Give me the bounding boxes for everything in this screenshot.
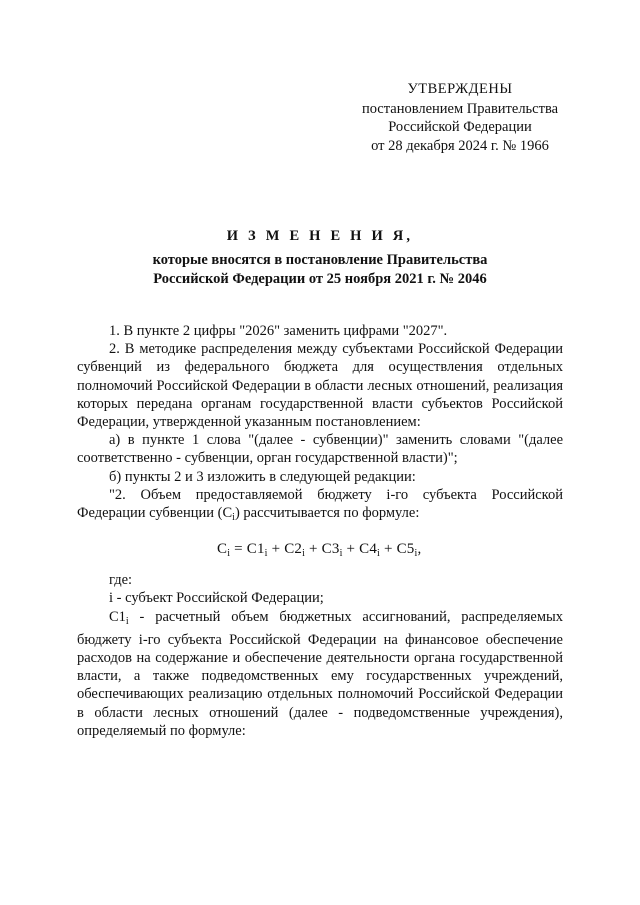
formula-sub-5: i bbox=[414, 548, 418, 560]
subtitle-line-1: которые вносятся в постановление Правительства bbox=[152, 252, 488, 268]
formula-term-1: = C1 bbox=[230, 541, 265, 558]
formula-term-3: + C3 bbox=[305, 541, 340, 558]
formula-c: C bbox=[217, 541, 228, 558]
formula-term-4: + C4 bbox=[342, 541, 378, 558]
formula-block bbox=[77, 527, 563, 571]
formula-sub-0: i bbox=[227, 548, 231, 560]
paragraph-2: 2. В методике распределения между субъектами Российской Федерации субвенций из федерального бюджета для осуществления отдельных полномочий Российской Федерации в области лесных отношений, реализация которых передана органам государственной власти субъектов Российской Федерации, утвержденной указанным постановлением: bbox=[77, 341, 563, 431]
formula-end: , bbox=[417, 541, 422, 558]
document-subtitle bbox=[0, 251, 640, 288]
approval-line-1: постановлением Правительства bbox=[361, 100, 559, 117]
paragraph-8-subscript: i bbox=[125, 615, 129, 627]
formula-term-2: + C2 bbox=[267, 541, 303, 558]
paragraph-5-subscript: i bbox=[232, 512, 235, 524]
subtitle-line-2: Российской Федерации от 25 ноября 2021 г. № 2046 bbox=[153, 270, 487, 287]
paragraph-5-text-b: ) рассчитывается по формуле: bbox=[234, 505, 420, 522]
formula-sub-2: i bbox=[302, 548, 306, 560]
subvention-formula bbox=[217, 540, 421, 563]
approval-line-3: от 28 декабря 2024 г. № 1966 bbox=[371, 137, 549, 154]
paragraph-1: 1. В пункте 2 цифры "2026" заменить цифрами "2027". bbox=[109, 323, 448, 339]
approval-stamp bbox=[340, 80, 580, 155]
paragraph-5-text-a: "2. Объем предоставляемой бюджету i-го субъекта Российской Федерации субвенции (C bbox=[77, 486, 563, 522]
paragraph-8 bbox=[77, 608, 563, 740]
formula-sub-3: i bbox=[339, 548, 343, 560]
paragraph-4: б) пункты 2 и 3 изложить в следующей редакции: bbox=[109, 468, 416, 485]
formula-sub-1: i bbox=[264, 548, 268, 560]
formula-term-5: + C5 bbox=[380, 541, 415, 558]
approval-line-2: Российской Федерации bbox=[388, 119, 532, 135]
document-title: И З М Е Н Е Н И Я, bbox=[226, 228, 414, 244]
paragraph-8-text: - расчетный объем бюджетных ассигнований, распределяемых бюджету i-го субъекта Российской Федерации на финансовое обеспечение расходов на содержание и обеспечение деятельности органа государственной власти, а также подведомственных ему государственных учреждений, обеспечивающих реализацию отдельных полномочий Российской Федерации в области лесных отношений (далее - подведомственные учреждения), определяемый по формуле: bbox=[77, 608, 563, 739]
paragraph-3: а) в пункте 1 слова "(далее - субвенции)" заменить словами "(далее соответственно - субвенции, орган государственной власти)"; bbox=[77, 432, 563, 467]
paragraph-7: i - субъект Российской Федерации; bbox=[109, 590, 324, 607]
paragraph-5 bbox=[77, 486, 563, 527]
document-body bbox=[77, 322, 563, 740]
paragraph-8-variable: C1 bbox=[109, 608, 126, 625]
paragraph-6: где: bbox=[109, 572, 133, 589]
approval-heading: УТВЕРЖДЕНЫ bbox=[407, 81, 513, 97]
formula-sub-4: i bbox=[377, 548, 381, 560]
